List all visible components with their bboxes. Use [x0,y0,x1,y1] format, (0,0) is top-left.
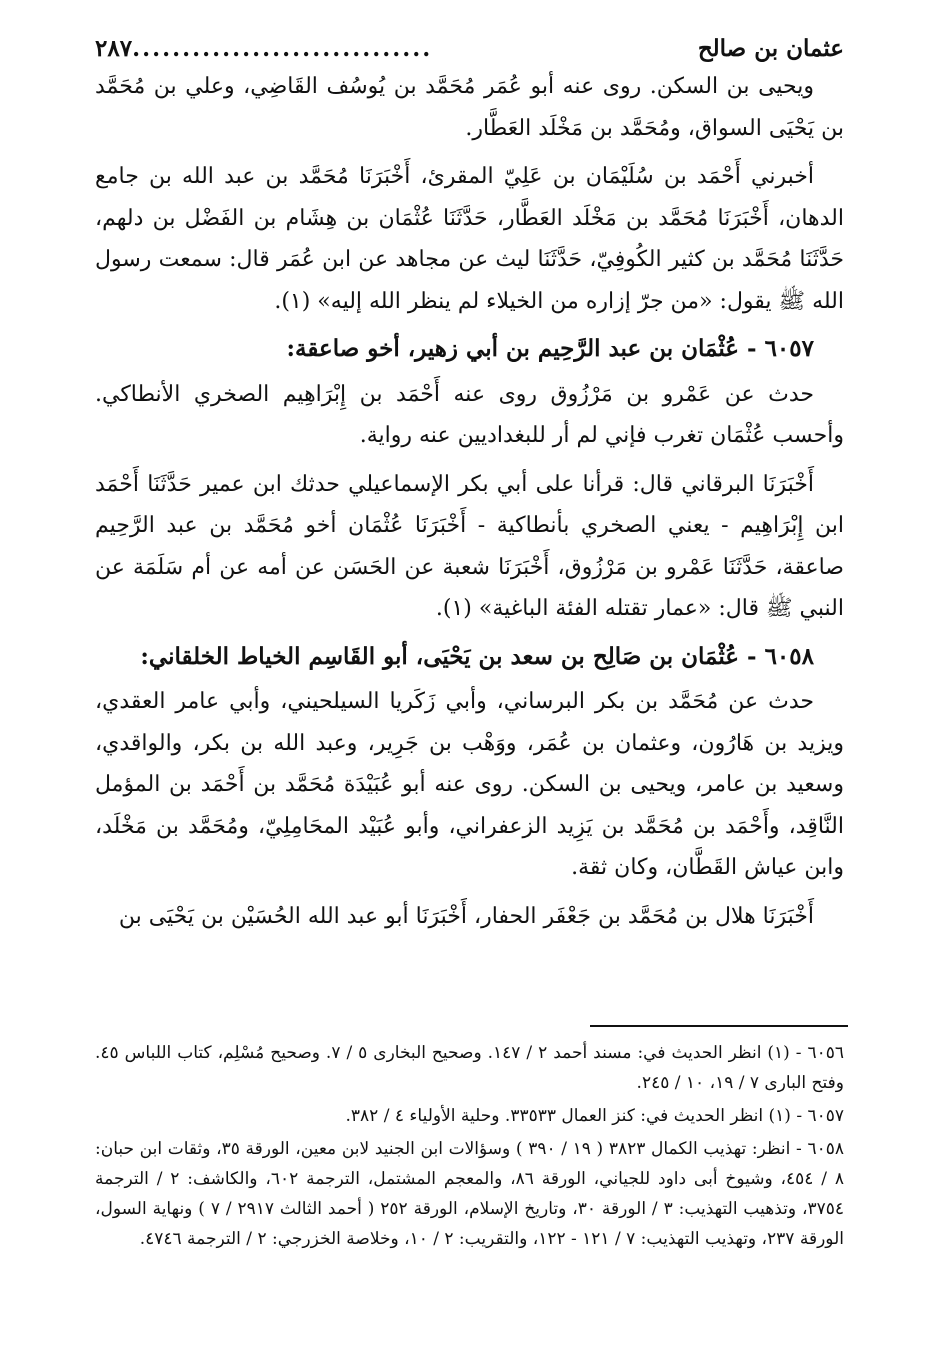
running-header [95,22,844,62]
paragraph-2: أخبرني أَحْمَد بن سُلَيْمَان بن عَلِيّ المقرئ، أَخْبَرَنَا مُحَمَّد بن عبد الله بن جامع الدهان، أَخْبَرَنَا مُحَمَّد بن مَخْلَد العَطَّار، حَدَّثَنَا عُثْمَان بن هِشَام بن الفَضْل بن دلهم، حَدَّثَنَا مُحَمَّد بن كثير الكُوفِيّ، حَدَّثَنَا ليث عن مجاهد عن ابن عُمَر قال: سمعت رسول الله ﷺ يقول: «من جرّ إزاره من الخيلاء لم ينظر الله إليه» (١). [95,164,844,314]
entry-heading-6057: ٦٠٥٧ - عُثْمَان بن عبد الرَّحِيم بن أبي زهير، أخو صاعقة: [286,335,814,362]
paragraph-1: ويحيى بن السكن. روى عنه أبو عُمَر مُحَمَّد بن يُوسُف القَاضِي، وعلي بن مُحَمَّد بن يَحْيَى السواق، ومُحَمَّد بن مَخْلَد العَطَّار. [95,74,844,141]
paragraph-5: حدث عن مُحَمَّد بن بكر البرساني، وأبي زَكَريا السيلحيني، وأبي عامر العقدي، ويزيد بن هَارُون، وعثمان بن عُمَر، ووَهْب بن جَرِير، وعبد الله بن بكر، والواقدي، وسعيد بن عامر، ويحيى بن السكن. روى عنه أبو عُبَيْدَة مُحَمَّد بن أَحْمَد بن المؤمل النَّاقِد، وأَحْمَد بن مُحَمَّد بن يَزِيد الزعفراني، وأبو عُبَيْد المحَامِلِيّ، ومُحَمَّد بن مَخْلَد، وابن عياش القَطَّان، وكان ثقة. [95,689,844,880]
footnote-6057: ٦٠٥٧ - (١) انظر الحديث في: كنز العمال ٣٣٥٣٣. وحلية الأولياء ٤ / ٣٨٢. [345,1106,844,1126]
footnote-6058: ٦٠٥٨ - انظر: تهذيب الكمال ٣٨٢٣ ( ١٩ / ٣٩٠ ) وسؤالات ابن الجنيد لابن معين، الورقة ٣٥، وثقات ابن حبان: ٨ / ٤٥٤، وشيوخ أبى داود للجياني، الورقة ٨٦، والمعجم المشتمل، الترجمة ٦٠٢، والكاشف: ٢ / الترجمة ٣٧٥٤، وتذهيب التهذيب: ٣ / الورقة ٣٠، وتاريخ الإسلام، الورقة ٢٥٢ ( أحمد الثالث ٢٩١٧ / ٧ ) ونهاية السول، الورقة ٢٣٧، وتهذيب التهذيب: ٧ / ١٢١ - ١٢٢، والتقريب: ٢ / ١٠، وخلاصة الخزرجي: ٢ / الترجمة ٤٧٤٦. [95,1139,844,1249]
page-number: ٢٨٧ [95,35,133,62]
paragraph-4: أَخْبَرَنَا البرقاني قال: قرأنا على أبي بكر الإسماعيلي حدثك ابن عمير حَدَّثَنَا أَحْمَد ابن إِبْرَاهِيم - يعني الصخري بأنطاكية - أَخْبَرَنَا عُثْمَان أخو مُحَمَّد بن عبد الرَّحِيم صاعقة، حَدَّثَنَا عَمْرو بن مَرْزُوق، أَخْبَرَنَا شعبة عن الحَسَن عن أمه عن أم سَلَمَة عن النبي ﷺ قال: «عمار تقتله الفئة الباغية» (١). [95,471,844,621]
footnote-6056: ٦٠٥٦ - (١) انظر الحديث في: مسند أحمد ٢ / ١٤٧. وصحيح البخارى ٥ / ٧. وصحيح مُسْلِم، كتاب اللباس ٤٥. وفتح البارى ٧ / ١٩، ١٠ / ٢٤٥. [95,1043,845,1093]
header-leader-dots: .............................. [132,35,433,62]
main-text [95,66,844,937]
header-title: عثمان بن صالح [697,35,844,62]
footnote-divider [590,1025,848,1027]
entry-heading-6058: ٦٠٥٨ - عُثْمَان بن صَالِح بن سعد بن يَحْيَى، أبو القَاسِم الخياط الخلقاني: [140,642,814,670]
paragraph-6: أَخْبَرَنَا هلال بن مُحَمَّد بن جَعْفَر الحفار، أَخْبَرَنَا أبو عبد الله الحُسَيْن بن يَحْيَى بن [118,903,814,929]
paragraph-3: حدث عن عَمْرو بن مَرْزُوق روى عنه أَحْمَد بن إِبْرَاهِيم الصخري الأنطاكي. وأحسب عُثْمَان تغرب فإني لم أر للبغداديين عنه رواية. [95,381,844,448]
footnotes [95,1038,844,1257]
